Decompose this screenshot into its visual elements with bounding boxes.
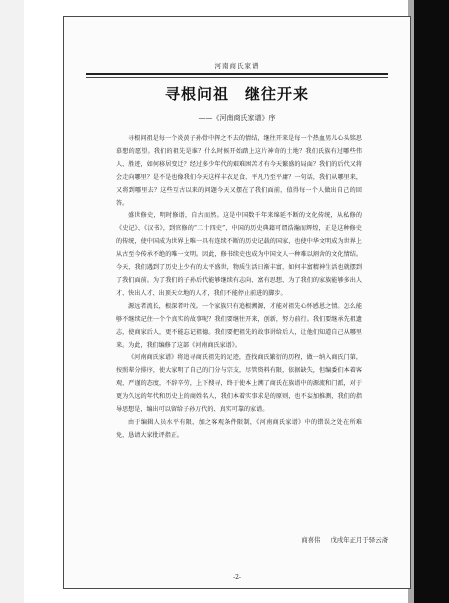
paragraph: 由于编辑人员水平有限，加之客观条件限制，《河南商氏家谱》中的错误之处在所难免，恳请大家批评指正。 xyxy=(116,418,362,439)
paragraph: 《河南商氏家谱》将追寻商氏祖先的足迹，查找商氏繁衍的历程，做一纳入商氏门第，按照辈分排序，使大家明了自己的门分与宗支，尽管资料有限，依据缺失，但编委们本着客观、严谨的态度，不辞辛劳，上下搜寻，终于使本上溯了商氏在族谱中的源流和门派，对于更为久远的年代和历史上的商姓名人，我们本着实事求是的原则，也不妄加推测，我们的指导思想是，编出可以留给子孙万代的、真实可靠的家谱。 xyxy=(116,354,362,414)
signature-line xyxy=(293,535,388,544)
preface-subtitle: ——《河南商氏家谱》序 xyxy=(198,114,276,122)
book-cover-left xyxy=(0,0,24,603)
document-page xyxy=(63,16,411,589)
preface-body xyxy=(116,133,362,443)
book-cover-right xyxy=(414,0,449,603)
paragraph: 盛世修史，明时修谱，自古而然。这是中国数千年来绵延不断的文化传统，从私修的《史记》、《汉书》，到官修的“二十四史”，中国的历史典籍可谓浩瀚而辉煌，正是这种修史的传统，使中国成为世界上唯一具有连续不断的历史记载的国家，也使中华文明成为世界上从古至今传承不绝的唯一文明。因此，修书续史也成为中国文人一种难以割舍的文化情结。今天，我们遇到了历史上少有的太平盛世，物质生活日渐丰富，如何丰富精神生活也就摆到了我们面前。为了我们的子孙后代能够继续有志向、富有思想，为了我们的家族能够多出人才、快出人才、出顶天立地的人才，我们不能停止前进的脚步。 xyxy=(116,212,362,297)
signature-date: 戊戌年正月于驿云斋 xyxy=(330,536,388,544)
paragraph: 寻根问祖是每一个炎黄子孙骨中挥之不去的情结，继往开来是每一个热血男儿心头铭思慕想的愿望。我们的祖先是谁？什么时候开始踏上这片神奇的土地？我们氏族有过哪些伟人、胜迹，如何移居变迁？经过多少年代的艰难困苦才有今天繁盛的局面？我们的后代又将会走向哪里？是不是也像我们今天这样丰衣足食、平凡乃至平庸？一句话，我们从哪里来，又将到哪里去？这些互古以来的问题今天又摆在了我们面前，值得每一个人做出自己的回答。 xyxy=(116,135,362,207)
signature-author: 商喜伟 xyxy=(301,536,321,544)
header-rule-thick xyxy=(86,73,388,75)
paragraph: 源远者流长，根深者叶茂。一个家族只有追根溯源，才能对祖先心怀感恩之情。怎么能够不继续记住一个个真实的故事呢？我们要继往开来，创新，努力前行。我们要继承先祖遗志，使商家后人，更不能忘记祖德。我们要把祖先的故事讲给后人，让他们知道自己从哪里来。为此，我们编修了这部《河南商氏家谱》。 xyxy=(116,302,362,349)
page-number: -2- xyxy=(233,574,241,581)
running-header: 河南商氏家谱 xyxy=(214,62,260,70)
preface-title: 寻根问祖 继往开来 xyxy=(164,85,309,103)
header-rule-thin xyxy=(86,77,388,78)
